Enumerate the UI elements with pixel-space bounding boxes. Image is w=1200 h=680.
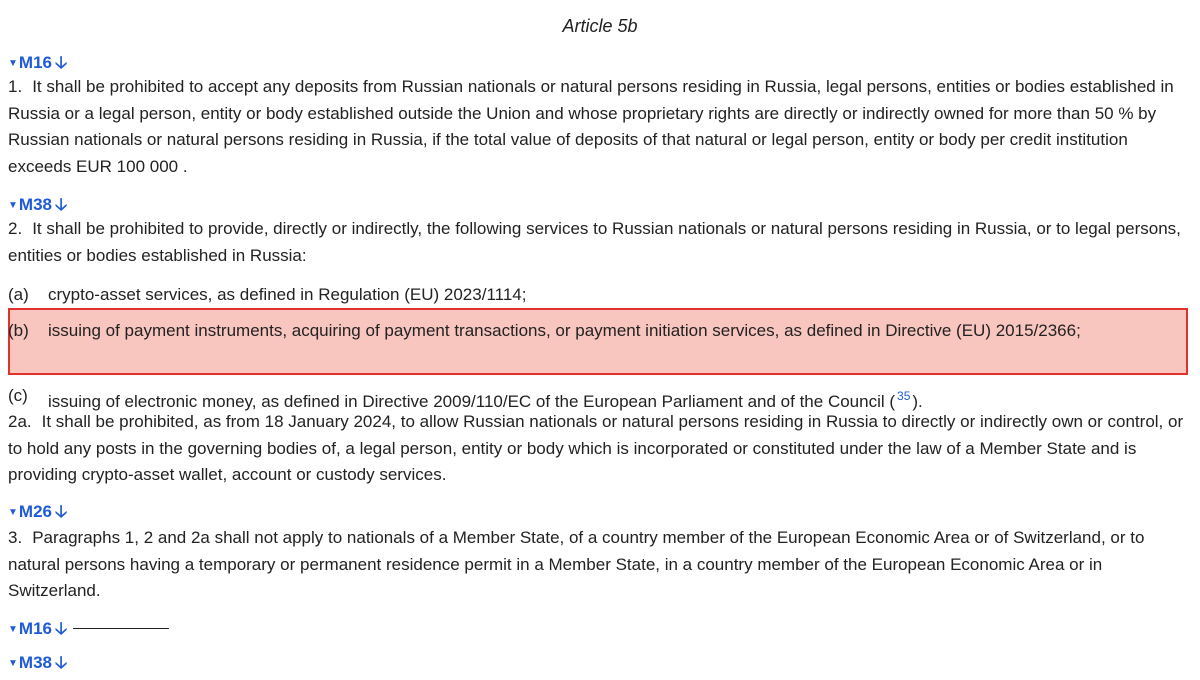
paragraph-1: [8, 74, 1192, 180]
triangle-down-icon: ▼: [8, 507, 18, 518]
arrow-down-icon: 🡣: [54, 502, 68, 521]
arrow-down-icon: 🡣: [54, 653, 68, 672]
marker-label: M16: [18, 53, 52, 72]
amendment-marker-m38-bottom[interactable]: [8, 652, 67, 675]
marker-label: M38: [18, 653, 52, 672]
marker-label: M38: [18, 195, 52, 214]
list-item-label: (b): [8, 321, 29, 340]
paragraph-number: 2a.: [8, 412, 32, 431]
arrow-down-icon: 🡣: [54, 195, 68, 214]
arrow-down-icon: 🡣: [54, 53, 68, 72]
amendment-marker-m38[interactable]: [8, 194, 67, 217]
amendment-marker-m16[interactable]: [8, 52, 67, 75]
deleted-text-rule: [73, 628, 169, 629]
paragraph-text: It shall be prohibited, as from 18 January 2024, to allow Russian nationals or natural persons residing in Russia to directly or indirectly own or control, or to hold any posts in the governing bodies of, a legal person, entity or body which is incorporated or constituted under the law of a Member State and is providing crypto-asset wallet, account or custody services.: [8, 412, 1184, 484]
list-item-label: (a): [8, 285, 29, 304]
amendment-marker-m26[interactable]: [8, 501, 67, 524]
list-item-text-before: issuing of electronic money, as defined in Directive 2009/110/EC of the European Parliament and of the Council (: [48, 392, 896, 411]
list-item-text: issuing of payment instruments, acquiring of payment transactions, or payment initiation services, as defined in Directive (EU) 2015/2366;: [48, 321, 1081, 340]
list-item-text-after: ).: [912, 392, 923, 411]
paragraph-number: 2.: [8, 219, 23, 238]
list-item-text: crypto-asset services, as defined in Regulation (EU) 2023/1114;: [48, 285, 527, 304]
paragraph-number: 1.: [8, 77, 23, 96]
triangle-down-icon: ▼: [8, 200, 18, 211]
triangle-down-icon: ▼: [8, 658, 18, 669]
paragraph-2: [8, 216, 1192, 269]
triangle-down-icon: ▼: [8, 58, 18, 69]
paragraph-text: It shall be prohibited to accept any deposits from Russian nationals or natural persons residing in Russia, legal persons, entities or bodies established in Russia or a legal person, entity or body established outside the Union and whose proprietary rights are directly or indirectly owned for more than 50 % by Russian nationals or natural persons residing in Russia, if the total value of deposits of that natural or legal person, entity or body per credit institution exceeds EUR 100 000 .: [8, 77, 1174, 176]
list-item-label: (c): [8, 386, 28, 405]
triangle-down-icon: ▼: [8, 624, 18, 635]
footnote-link[interactable]: 35: [897, 389, 911, 403]
paragraph-2a: [8, 409, 1192, 489]
marker-label: M16: [18, 619, 52, 638]
marker-label: M26: [18, 502, 52, 521]
paragraph-3: [8, 525, 1192, 605]
list-item-a: [8, 282, 1192, 308]
article-title: Article 5b: [562, 16, 638, 36]
amendment-marker-m16-deleted[interactable]: [8, 618, 169, 641]
paragraph-text: It shall be prohibited to provide, directly or indirectly, the following services to Russian nationals or natural persons residing in Russia, or to legal persons, entities or bodies established in Russia:: [8, 219, 1181, 265]
list-item-b: [8, 318, 1192, 344]
arrow-down-icon: 🡣: [54, 619, 68, 638]
paragraph-text: Paragraphs 1, 2 and 2a shall not apply to nationals of a Member State, of a country member of the European Economic Area or of Switzerland, or to natural persons having a temporary or permanent residence permit in a Member State, in a country member of the European Economic Area or in Switzerland.: [8, 528, 1145, 600]
paragraph-number: 3.: [8, 528, 23, 547]
